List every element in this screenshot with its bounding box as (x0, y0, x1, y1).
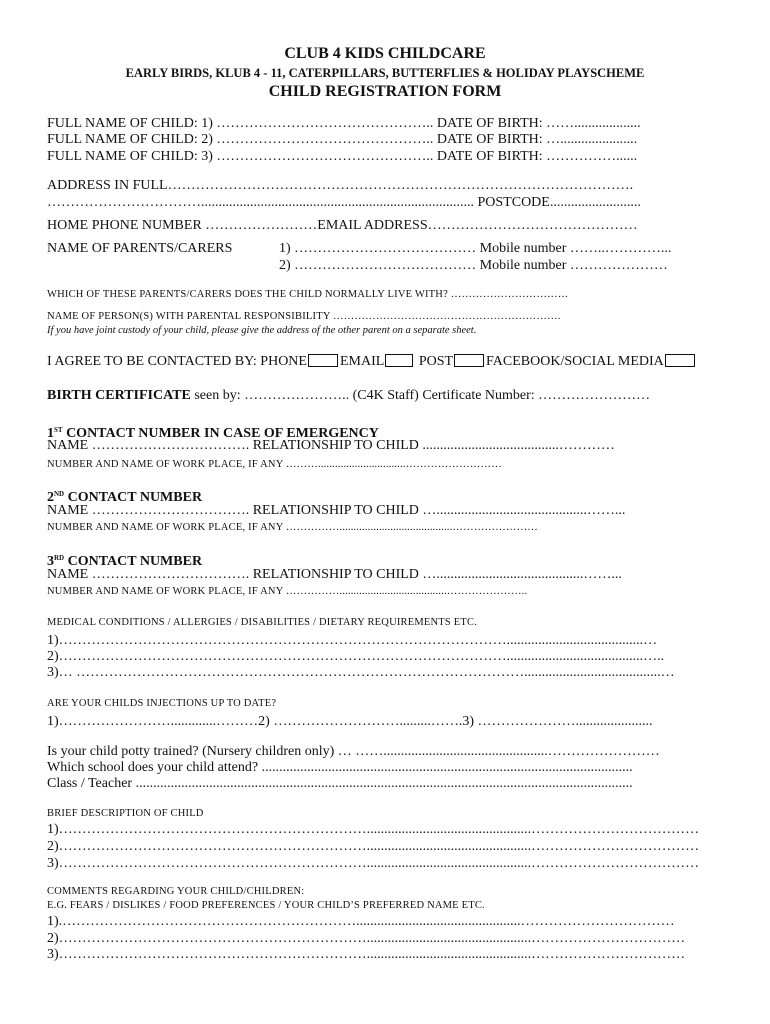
social-option-label: FACEBOOK/SOCIAL MEDIA (486, 354, 664, 369)
post-option-label: POST (418, 354, 454, 369)
parental-responsibility-field[interactable]: NAME OF PERSON(S) WITH PARENTAL RESPONSIBILITY ………………………………………………………. (47, 311, 561, 322)
contact-1-suffix: ST (54, 426, 63, 434)
medical-label: MEDICAL CONDITIONS / ALLERGIES / DISABILITIES / DIETARY REQUIREMENTS ETC. (47, 617, 478, 628)
joint-custody-note: If you have joint custody of your child, please give the address of the other parent on a separate sheet. (47, 325, 477, 336)
phone-email-field[interactable]: HOME PHONE NUMBER ……………………EMAIL ADDRESS……………………………………… (47, 218, 638, 233)
birth-certificate-label: BIRTH CERTIFICATE (47, 388, 191, 403)
medical-line-2[interactable]: 2)…………………………………………………………………………………….......................................….. (47, 649, 665, 664)
phone-checkbox[interactable] (308, 354, 338, 367)
child-2-name-field[interactable]: FULL NAME OF CHILD: 2) ……………………………………….. (47, 132, 434, 147)
org-title: CLUB 4 KIDS CHILDCARE (284, 45, 486, 62)
class-teacher-field[interactable]: Class / Teacher .............................................................................................................................................. (47, 776, 633, 791)
birth-certificate-fields[interactable]: seen by: ………………….. (C4K Staff) Certificate Number: …………………… (190, 388, 651, 403)
parents-label: NAME OF PARENTS/CARERS (47, 241, 233, 256)
contact-2-number: 2 (47, 490, 54, 505)
child-3-name-field[interactable]: FULL NAME OF CHILD: 3) ……………………………………….. (47, 149, 434, 164)
comments-example-label: E.G. FEARS / DISLIKES / FOOD PREFERENCES / YOUR CHILD’S PREFERRED NAME ETC. (47, 900, 485, 911)
form-title: CHILD REGISTRATION FORM (268, 83, 502, 100)
potty-trained-field[interactable]: Is your child potty trained? (Nursery children only) … ……...............................................…………………… (47, 744, 660, 759)
comments-line-1[interactable]: 1).………………………………………………………...............................................…………………………… (47, 914, 675, 929)
contact-1-work-field[interactable]: NUMBER AND NAME OF WORK PLACE, IF ANY ………...............................……………………… (47, 459, 502, 470)
medical-line-3[interactable]: 3)… …………………………………………………………………………………….......................................… (47, 665, 675, 680)
child-3-row (47, 149, 637, 165)
child-2-row (47, 132, 637, 148)
description-line-3[interactable]: 3)…………………………………………………………...............................................……………………………… (47, 856, 700, 871)
contact-2-title: CONTACT NUMBER (64, 490, 203, 505)
lives-with-field[interactable]: WHICH OF THESE PARENTS/CARERS DOES THE CHILD NORMALLY LIVE WITH? …………………………… (47, 289, 569, 300)
contact-3-number: 3 (47, 554, 54, 569)
description-line-1[interactable]: 1)…………………………………………………………...............................................……………………………… (47, 822, 700, 837)
post-checkbox[interactable] (454, 354, 484, 367)
child-1-name-field[interactable]: FULL NAME OF CHILD: 1) ……………………………………….. (47, 116, 434, 131)
comments-label: COMMENTS REGARDING YOUR CHILD/CHILDREN: (47, 886, 305, 897)
contact-3-title: CONTACT NUMBER (64, 554, 203, 569)
description-line-2[interactable]: 2)…………………………………………………………...............................................……………………………… (47, 839, 700, 854)
address-field[interactable]: ADDRESS IN FULL………………………………………………………………………………………. (47, 178, 634, 193)
contact-1-name-field[interactable]: NAME ……………………………. RELATIONSHIP TO CHILD .......................................………… (47, 438, 615, 453)
comments-line-3[interactable]: 3)…………………………………………………………...............................................…………………………… (47, 947, 686, 962)
contact-preference-row (47, 354, 697, 370)
contact-1-title: CONTACT NUMBER IN CASE OF EMERGENCY (62, 426, 379, 441)
contact-3-name-field[interactable]: NAME ……………………………. RELATIONSHIP TO CHILD …..........................................……... (47, 567, 622, 582)
contact-by-label: I AGREE TO BE CONTACTED BY: PHONE (47, 354, 307, 369)
email-option-label: EMAIL (339, 354, 385, 369)
medical-line-1[interactable]: 1)…………………………………………………………………………………….......................................… (47, 633, 658, 648)
contact-3-suffix: RD (54, 554, 65, 562)
email-checkbox[interactable] (385, 354, 413, 367)
injections-field[interactable]: 1)…………………….............………2) ……………………….........…….3) …………………...................... (47, 714, 653, 729)
comments-line-2[interactable]: 2)…………………………………………………………...............................................…………………………… (47, 931, 686, 946)
contact-2-suffix: ND (54, 490, 65, 498)
clubs-subtitle: EARLY BIRDS, KLUB 4 - 11, CATERPILLARS, BUTTERFLIES & HOLIDAY PLAYSCHEME (125, 66, 645, 80)
parent-1-field[interactable]: 1) ………………………………… Mobile number ……..…………... (279, 241, 672, 256)
address-postcode-field[interactable]: …………………………….............................................................................. POSTCODE.......................... (47, 195, 641, 210)
child-2-dob-field[interactable]: DATE OF BIRTH: …...................... (436, 132, 638, 147)
social-media-checkbox[interactable] (665, 354, 695, 367)
injections-label: ARE YOUR CHILDS INJECTIONS UP TO DATE? (47, 698, 277, 709)
contact-2-work-field[interactable]: NUMBER AND NAME OF WORK PLACE, IF ANY ……………........................................…………………… (47, 522, 539, 533)
contact-3-work-field[interactable]: NUMBER AND NAME OF WORK PLACE, IF ANY ……………......................................………………….. (47, 586, 528, 597)
description-label: BRIEF DESCRIPTION OF CHILD (47, 808, 204, 819)
contact-2-name-field[interactable]: NAME ……………………………. RELATIONSHIP TO CHILD …...........................................……... (47, 503, 626, 518)
child-3-dob-field[interactable]: DATE OF BIRTH: ……………...... (436, 149, 638, 164)
contact-1-number: 1 (47, 426, 54, 441)
school-field[interactable]: Which school does your child attend? .......................................................................................................... (47, 760, 633, 775)
birth-certificate-row[interactable] (47, 388, 650, 404)
child-1-dob-field[interactable]: DATE OF BIRTH: ……................... (436, 116, 641, 131)
parent-2-field[interactable]: 2) ………………………………… Mobile number ………………… (279, 258, 668, 273)
child-1-row (47, 116, 641, 132)
